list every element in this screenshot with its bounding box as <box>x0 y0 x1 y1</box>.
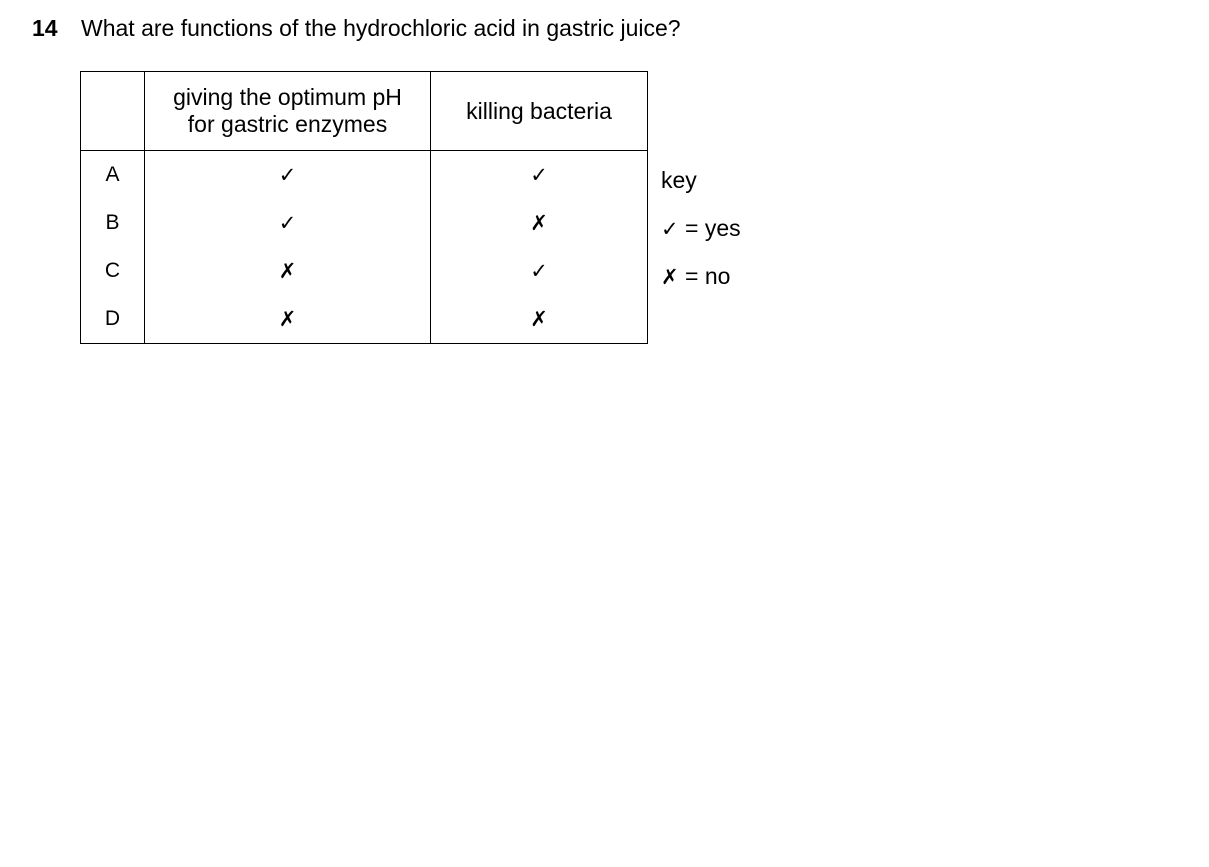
check-icon: ✓ <box>661 217 679 241</box>
table-row <box>81 247 648 295</box>
mark-optimum-ph: ✗ <box>145 295 431 344</box>
cross-icon: ✗ <box>661 265 679 289</box>
mark-killing-bacteria: ✓ <box>431 247 648 295</box>
option-letter: B <box>81 199 145 247</box>
question-text: What are functions of the hydrochloric acid in gastric juice? <box>81 15 681 41</box>
table-row <box>81 151 648 200</box>
key-no-text: = no <box>685 263 731 289</box>
mark-killing-bacteria: ✓ <box>431 151 648 200</box>
key-no <box>661 262 741 310</box>
option-letter: C <box>81 247 145 295</box>
question-number: 14 <box>32 15 58 41</box>
key-yes <box>661 214 741 262</box>
table-row <box>81 199 648 247</box>
key-title: key <box>661 167 697 193</box>
table-row <box>81 295 648 344</box>
header-killing-bacteria: killing bacteria <box>431 72 648 151</box>
header-optimum-ph: giving the optimum pH for gastric enzymes <box>145 72 431 151</box>
mark-killing-bacteria: ✗ <box>431 295 648 344</box>
mark-optimum-ph: ✗ <box>145 247 431 295</box>
mark-optimum-ph: ✓ <box>145 151 431 200</box>
mark-optimum-ph: ✓ <box>145 199 431 247</box>
mark-killing-bacteria: ✗ <box>431 199 648 247</box>
key-legend <box>661 166 741 310</box>
header-blank <box>81 72 145 151</box>
option-letter: D <box>81 295 145 344</box>
table-header-row <box>81 72 648 151</box>
key-yes-text: = yes <box>685 215 741 241</box>
option-letter: A <box>81 151 145 200</box>
answer-table <box>80 71 648 344</box>
